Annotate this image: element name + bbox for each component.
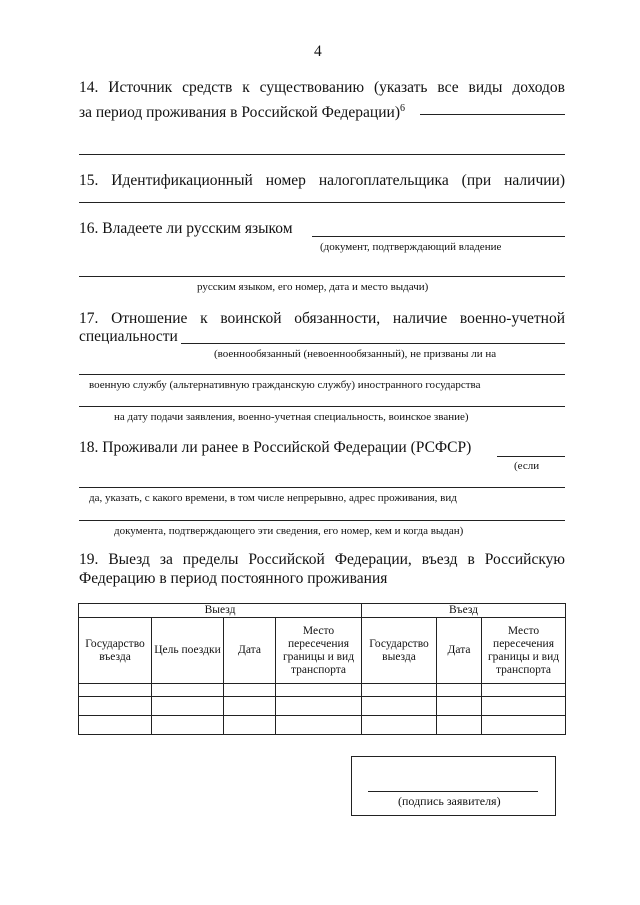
item-14-fill-line-2[interactable] bbox=[79, 154, 565, 155]
table-cell[interactable] bbox=[152, 697, 224, 716]
item-18-label: 18. Проживали ли ранее в Российской Федерации (РСФСР) bbox=[79, 439, 472, 456]
table-cell[interactable] bbox=[276, 684, 362, 697]
item-14-fill-line-1[interactable] bbox=[420, 114, 565, 115]
item-16-hint-1: (документ, подтверждающий владение bbox=[320, 241, 502, 253]
table-cell[interactable] bbox=[482, 716, 566, 735]
table-cell[interactable] bbox=[482, 684, 566, 697]
table-row bbox=[79, 697, 566, 716]
table-cell[interactable] bbox=[276, 716, 362, 735]
item-17-fill-line-2[interactable] bbox=[79, 374, 565, 375]
table-cell[interactable] bbox=[79, 716, 152, 735]
table-cell[interactable] bbox=[79, 684, 152, 697]
table-cell[interactable] bbox=[362, 716, 437, 735]
item-16-label: 16. Владеете ли русским языком bbox=[79, 220, 293, 237]
table-header-exit: Выезд bbox=[79, 604, 362, 618]
table-cell[interactable] bbox=[152, 716, 224, 735]
item-17-fill-line-1[interactable] bbox=[181, 343, 565, 344]
table-row bbox=[79, 716, 566, 735]
item-19-line2: Федерацию в период постоянного проживания bbox=[79, 570, 388, 587]
col-header-origin-state: Государство выезда bbox=[362, 618, 437, 684]
item-15-fill-line[interactable] bbox=[79, 202, 565, 203]
col-header-entry-date: Дата bbox=[437, 618, 482, 684]
col-header-destination-state: Государство въезда bbox=[79, 618, 152, 684]
table-cell[interactable] bbox=[224, 684, 276, 697]
table-cell[interactable] bbox=[437, 697, 482, 716]
item-17-fill-line-3[interactable] bbox=[79, 406, 565, 407]
item-17-line2: специальности bbox=[79, 328, 178, 345]
item-19-line1: 19. Выезд за пределы Российской Федерации, въезд в Российскую bbox=[79, 551, 565, 568]
item-14-line1: 14. Источник средств к существованию (указать все виды доходов bbox=[79, 79, 565, 96]
table-cell[interactable] bbox=[276, 697, 362, 716]
col-header-entry-crossing: Место пересечения границы и вид транспорта bbox=[482, 618, 566, 684]
item-17-line1: 17. Отношение к воинской обязанности, наличие военно-учетной bbox=[79, 310, 565, 327]
item-18-hint-2: да, указать, с какого времени, в том числе непрерывно, адрес проживания, вид bbox=[89, 492, 457, 504]
table-cell[interactable] bbox=[362, 697, 437, 716]
item-18-fill-line-1[interactable] bbox=[497, 456, 565, 457]
footnote-marker: 6 bbox=[399, 103, 405, 114]
item-15-label: 15. Идентификационный номер налогоплательщика (при наличии) bbox=[79, 172, 565, 189]
item-14-line2 bbox=[79, 100, 405, 122]
table-cell[interactable] bbox=[482, 697, 566, 716]
exit-entry-table bbox=[78, 603, 566, 735]
item-16-hint-2: русским языком, его номер, дата и место выдачи) bbox=[197, 281, 429, 293]
item-18-hint-1: (если bbox=[514, 460, 540, 472]
table-cell[interactable] bbox=[224, 697, 276, 716]
item-17-hint-3: на дату подачи заявления, военно-учетная специальность, воинское звание) bbox=[114, 411, 469, 423]
item-18-fill-line-3[interactable] bbox=[79, 520, 565, 521]
item-18-hint-3: документа, подтверждающего эти сведения, его номер, кем и когда выдан) bbox=[114, 525, 464, 537]
col-header-exit-date: Дата bbox=[224, 618, 276, 684]
item-14-line2-text: за период проживания в Российской Федерации) bbox=[79, 104, 400, 122]
item-16-fill-line-1[interactable] bbox=[312, 236, 565, 237]
signature-line[interactable] bbox=[368, 791, 538, 792]
col-header-exit-crossing: Место пересечения границы и вид транспорта bbox=[276, 618, 362, 684]
signature-caption: (подпись заявителя) bbox=[398, 794, 501, 808]
table-cell[interactable] bbox=[79, 697, 152, 716]
item-17-hint-1: (военнообязанный (невоеннообязанный), не призваны ли на bbox=[214, 348, 497, 360]
item-18-fill-line-2[interactable] bbox=[79, 487, 565, 488]
table-cell[interactable] bbox=[437, 716, 482, 735]
table-cell[interactable] bbox=[152, 684, 224, 697]
table-cell[interactable] bbox=[437, 684, 482, 697]
table-cell[interactable] bbox=[362, 684, 437, 697]
table-header-entry: Въезд bbox=[362, 604, 566, 618]
col-header-trip-purpose: Цель поездки bbox=[152, 618, 224, 684]
table-row bbox=[79, 684, 566, 697]
page-number: 4 bbox=[314, 43, 322, 60]
item-16-fill-line-2[interactable] bbox=[79, 276, 565, 277]
item-17-hint-2: военную службу (альтернативную гражданскую службу) иностранного государства bbox=[89, 379, 481, 391]
table-cell[interactable] bbox=[224, 716, 276, 735]
